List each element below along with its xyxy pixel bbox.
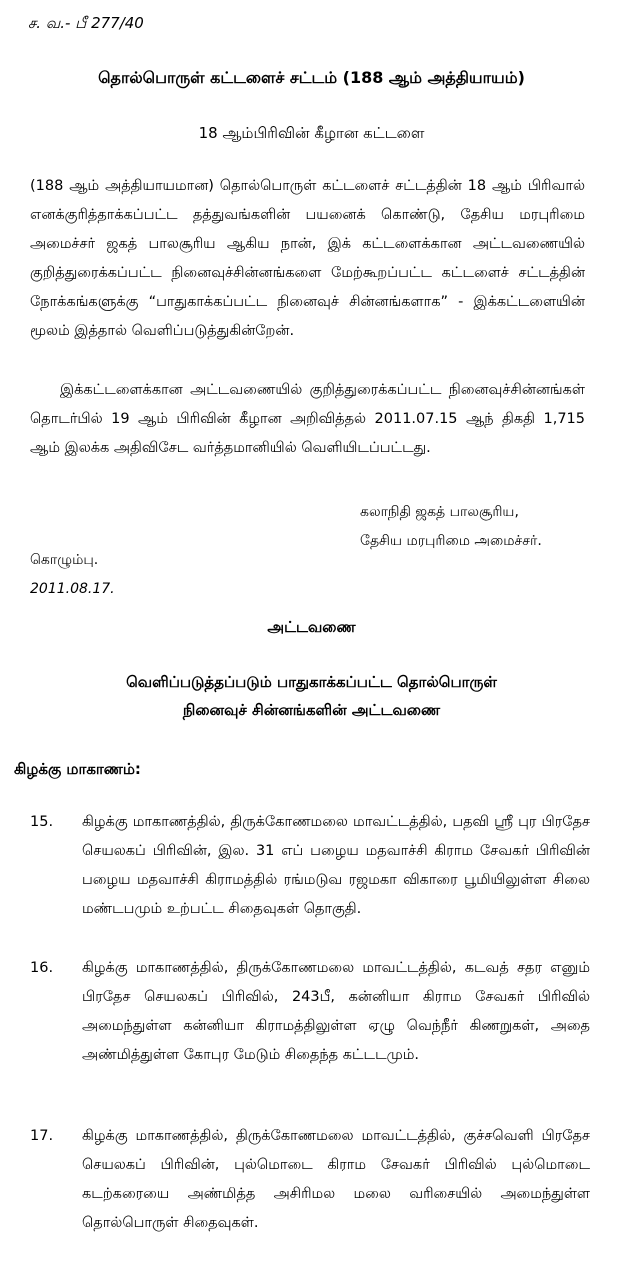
item-number: 15. bbox=[30, 814, 54, 830]
schedule-title bbox=[0, 668, 623, 724]
notice-paragraph: இக்கட்டளைக்கான அட்டவணையில் குறித்துரைக்கப்பட்ட நினைவுச்சின்னங்கள் தொடர்பில் 19 ஆம் பிரிவின் கீழான அறிவித்தல் 2011.07.15 ஆந் திகதி 1,715 ஆம் இலக்க அதிவிசேட வர்த்தமானியில் வெளியிடப்பட்டது. bbox=[30, 382, 585, 456]
document-subtitle: 18 ஆம்பிரிவின் கீழான கட்டளை bbox=[198, 124, 425, 142]
schedule-item bbox=[30, 808, 590, 924]
document-reference: ச. வ.- பீ 277/40 bbox=[28, 14, 144, 32]
minister-designation: தேசிய மரபுரிமை அமைச்சர். bbox=[360, 533, 542, 549]
schedule-item bbox=[30, 954, 590, 1070]
schedule-item bbox=[30, 1122, 590, 1238]
item-number: 17. bbox=[30, 1128, 54, 1144]
place: கொழும்பு. bbox=[30, 552, 99, 568]
schedule-title-line1: வெளிப்படுத்தப்படும் பாதுகாக்கப்பட்ட தொல்பொருள் bbox=[126, 673, 497, 691]
minister-name: கலாநிதி ஜகத் பாலசூரிய, bbox=[360, 504, 519, 520]
signature-block bbox=[360, 498, 542, 556]
date: 2011.08.17. bbox=[30, 581, 115, 597]
order-paragraph: (188 ஆம் அத்தியாயமான) தொல்பொருள் கட்டளைச் சட்டத்தின் 18 ஆம் பிரிவால் எனக்குரித்தாக்கப்பட்ட தத்துவங்களின் பயனைக் கொண்டு, தேசிய மரபுரிமை அமைச்சர் ஜகத் பாலசூரிய ஆகிய நான், இக் கட்டளைக்கான அட்டவணையில் குறித்துரைக்கப்பட்ட நினைவுச்சின்னங்களை மேற்கூறப்பட்ட கட்டளைச் சட்டத்தின் நோக்கங்களுக்கு “பாதுகாக்கப்பட்ட நினைவுச் சின்னங்களாக” - இக்கட்டளையின் மூலம் இத்தால் வெளிப்படுத்துகின்றேன். bbox=[30, 178, 585, 339]
item-text: கிழக்கு மாகாணத்தில், திருக்கோணமலை மாவட்டத்தில், கடவத் சதர எனும் பிரதேச செயலகப் பிரிவில், 243பீ, கன்னியா கிராம சேவகர் பிரிவில் அமைந்துள்ள கன்னியா கிராமத்திலுள்ள ஏழு வெந்நீர் கிணறுகள், அதை அண்மித்துள்ள கோபுர மேடும் சிதைந்த கட்டடமும். bbox=[82, 960, 590, 1063]
place-date-block bbox=[30, 546, 115, 604]
item-number: 16. bbox=[30, 960, 54, 976]
item-text: கிழக்கு மாகாணத்தில், திருக்கோணமலை மாவட்டத்தில், பதவி ஸ்ரீ புர பிரதேச செயலகப் பிரிவின், இல. 31 எப் பழைய மதவாச்சி கிராம சேவகர் பிரிவின் பழைய மதவாச்சி கிராமத்தில் ரங்மடுவ ரஜமகா விகாரை பூமியிலுள்ள சிலை மண்டபமும் உற்பட்ட சிதைவுகள் தொகுதி. bbox=[82, 814, 590, 917]
document-title: தொல்பொருள் கட்டளைச் சட்டம் (188 ஆம் அத்தியாயம்) bbox=[98, 68, 525, 87]
schedule-title-line2: நினைவுச் சின்னங்களின் அட்டவணை bbox=[182, 701, 441, 719]
item-text: கிழக்கு மாகாணத்தில், திருக்கோணமலை மாவட்டத்தில், குச்சவெளி பிரதேச செயலகப் பிரிவின், புல்மொடை கிராம சேவகர் பிரிவில் புல்மொடை கடற்கரையை அண்மித்த அசிரிமல மலை வரிசையில் அமைந்துள்ள தொல்பொருள் சிதைவுகள். bbox=[82, 1128, 590, 1231]
province-heading: கிழக்கு மாகாணம்: bbox=[14, 760, 141, 778]
schedule-label: அட்டவணை bbox=[267, 618, 356, 636]
